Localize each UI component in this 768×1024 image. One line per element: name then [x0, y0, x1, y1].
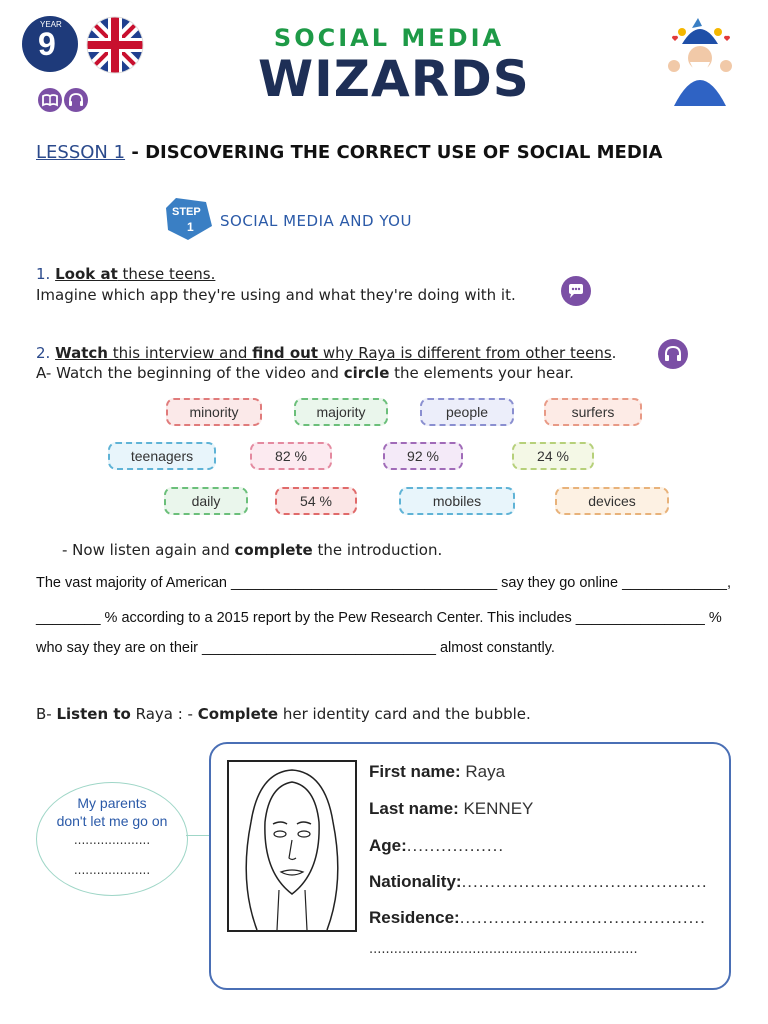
- lesson-title: [36, 142, 662, 163]
- nationality-field[interactable]: ...........................................: [461, 872, 708, 891]
- b-listen-to: Listen to: [56, 705, 131, 723]
- word-chip[interactable]: daily: [164, 487, 248, 515]
- blank-field[interactable]: _____________: [622, 575, 727, 591]
- q2-find-out: find out: [252, 344, 319, 362]
- intro-line-2: [36, 610, 722, 626]
- identity-card: [209, 742, 731, 990]
- nationality-label: Nationality:: [369, 872, 462, 891]
- listen-suffix: the introduction.: [312, 541, 443, 559]
- first-name-label: First name:: [369, 762, 461, 781]
- speech-bubble-icon[interactable]: [561, 276, 591, 306]
- para-text: who say they are on their: [36, 640, 203, 656]
- step-word: STEP: [172, 206, 201, 218]
- word-chip[interactable]: 24 %: [512, 442, 594, 470]
- b-suffix: her identity card and the bubble.: [278, 705, 531, 723]
- bubble-line-1: My parents: [77, 795, 147, 811]
- word-chip[interactable]: mobiles: [399, 487, 515, 515]
- word-chip[interactable]: devices: [555, 487, 669, 515]
- headphones-icon[interactable]: [64, 88, 88, 112]
- card-first-name: [369, 762, 505, 782]
- q2-a-prefix: A- Watch the beginning of the video and: [36, 364, 344, 382]
- q1-number: 1.: [36, 265, 51, 283]
- step-title: SOCIAL MEDIA AND YOU: [220, 212, 412, 230]
- word-chip[interactable]: teenagers: [108, 442, 216, 470]
- logo: [258, 24, 530, 108]
- last-name-label: Last name:: [369, 799, 459, 818]
- intro-line-3: [36, 640, 555, 656]
- q2-underlined: [55, 344, 612, 362]
- word-chip[interactable]: 92 %: [383, 442, 463, 470]
- year-number: 9: [38, 26, 56, 62]
- blank-field[interactable]: ________________: [575, 610, 705, 626]
- b-complete: Complete: [197, 705, 279, 723]
- q2-mid: this interview and: [107, 344, 253, 362]
- para-text: ,: [726, 575, 731, 591]
- q2-a-circle: circle: [343, 364, 390, 382]
- card-nationality: [369, 872, 708, 892]
- listen-prefix: - Now listen again and: [62, 541, 235, 559]
- b-prefix: B-: [36, 705, 57, 723]
- word-chip[interactable]: people: [420, 398, 514, 426]
- portrait: [227, 760, 357, 932]
- card-residence: [369, 908, 706, 928]
- intro-line-1: [36, 575, 731, 591]
- q2-number: 2.: [36, 344, 51, 362]
- word-chip[interactable]: minority: [166, 398, 262, 426]
- q2-part-a: [36, 364, 574, 382]
- blank-field[interactable]: ________: [36, 610, 101, 626]
- para-text: %: [704, 610, 722, 626]
- step-badge: [164, 196, 214, 242]
- year-badge: [22, 16, 78, 72]
- logo-top: SOCIAL MEDIA: [273, 24, 505, 52]
- last-name-value[interactable]: KENNEY: [458, 799, 534, 818]
- q2-rest: why Raya is different from other teens: [318, 344, 612, 362]
- bubble-blank-1[interactable]: ....................: [73, 833, 151, 847]
- listen-complete: complete: [234, 541, 313, 559]
- word-chip[interactable]: 82 %: [250, 442, 332, 470]
- listen-instruction: [62, 541, 442, 559]
- portrait-drawing-icon: [229, 762, 355, 930]
- blank-field[interactable]: _________________________________: [231, 575, 498, 591]
- q1-these-teens: these teens.: [117, 265, 216, 283]
- wizard-mascot-icon: [652, 14, 748, 110]
- word-chip[interactable]: 54 %: [275, 487, 357, 515]
- card-extra-line[interactable]: .................................................................: [369, 942, 638, 957]
- bubble-blank-2[interactable]: ....................: [73, 863, 151, 877]
- headphones-icon[interactable]: [658, 339, 688, 369]
- section-b-instruction: [36, 705, 531, 723]
- first-name-value[interactable]: Raya: [460, 762, 506, 781]
- q1-look-at: Look at: [55, 265, 118, 283]
- q2-a-suffix: the elements your hear.: [389, 364, 574, 382]
- card-age: [369, 836, 504, 856]
- q2-watch: Watch: [55, 344, 108, 362]
- para-text: almost constantly.: [435, 640, 555, 656]
- uk-flag-icon: [86, 16, 144, 74]
- para-text: The vast majority of American: [36, 575, 232, 591]
- q2-dot: .: [611, 344, 617, 362]
- year-label: YEAR: [40, 20, 62, 29]
- lesson-name: - DISCOVERING THE CORRECT USE OF SOCIAL MEDIA: [125, 142, 663, 163]
- speech-bubble: [36, 782, 188, 896]
- lesson-number: LESSON 1: [36, 142, 126, 163]
- book-icon[interactable]: [38, 88, 62, 112]
- residence-field[interactable]: ...........................................: [459, 908, 706, 927]
- word-chip[interactable]: majority: [294, 398, 388, 426]
- age-field[interactable]: .................: [406, 836, 505, 855]
- q1-instruction: Imagine which app they're using and what they're doing with it.: [36, 286, 516, 304]
- para-text: say they go online: [497, 575, 623, 591]
- b-raya: Raya : -: [130, 705, 198, 723]
- card-last-name: [369, 799, 533, 819]
- q2-line1: [36, 344, 616, 362]
- blank-field[interactable]: _____________________________: [202, 640, 436, 656]
- bubble-line-2: don't let me go on: [56, 813, 168, 829]
- step-number: 1: [187, 220, 194, 234]
- para-text: % according to a 2015 report by the Pew Research Center. This includes: [100, 610, 576, 626]
- age-label: Age:: [369, 836, 407, 855]
- logo-bottom: WIZARDS: [258, 50, 530, 108]
- word-chip[interactable]: surfers: [544, 398, 642, 426]
- q1-line1: [36, 265, 215, 283]
- residence-label: Residence:: [369, 908, 460, 927]
